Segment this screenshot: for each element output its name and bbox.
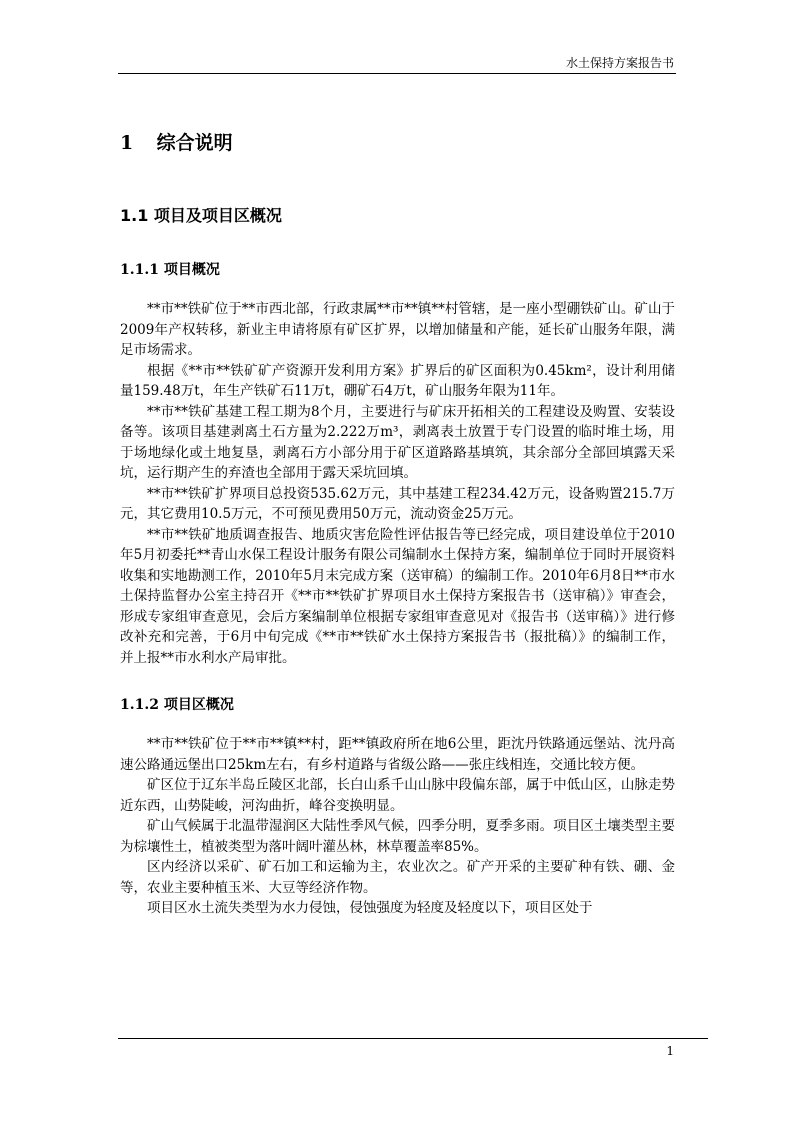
paragraph: **市**铁矿位于**市**镇**村，距**镇政府所在地6公里，距沈丹铁路通远堡站、沈丹高速公路通远堡出口25km左右，有乡村道路与省级公路——张庄线相连，交通比较方便。 — [120, 736, 675, 773]
paragraph: **市**铁矿扩界项目总投资535.62万元，其中基建工程234.42万元，设备购置215.7万元，其它费用10.5万元，不可预见费用50万元，流动资金25万元。 — [120, 485, 675, 522]
page-number: 1 — [666, 1044, 674, 1058]
paragraph: **市**铁矿位于**市西北部，行政隶属**市**镇**村管辖，是一座小型硼铁矿山。矿山于2009年产权转移，新业主申请将原有矿区扩界，以增加储量和产能，延长矿山服务年限，满足市场需求。 — [120, 301, 675, 358]
subsection-heading-1 — [120, 259, 675, 279]
paragraph: 矿区位于辽东半岛丘陵区北部，长白山系千山山脉中段偏东部，属于中低山区，山脉走势近东西，山势陡峻，河沟曲折，峰谷变换明显。 — [120, 777, 675, 814]
paragraph: 根据《**市**铁矿矿产资源开发利用方案》扩界后的矿区面积为0.45km²，设计利用储量159.48万t，年生产铁矿石11万t，硼矿石4万t，矿山服务年限为11年。 — [120, 362, 675, 399]
paragraph: **市**铁矿地质调查报告、地质灾害危险性评估报告等已经完成，项目建设单位于2010年5月初委托**青山水保工程设计服务有限公司编制水土保持方案，编制单位于同时开展资料收集和实地勘测工作，2010年5月末完成方案（送审稿）的编制工作。2010年6月8日**市水土保持监督办公室主持召开《**市**铁矿扩界项目水土保持方案报告书（送审稿）》审查会，形成专家组审查意见，会后方案编制单位根据专家组审查意见对《报告书（送审稿）》进行修改补充和完善，于6月中旬完成《**市**铁矿水土保持方案报告书（报批稿）》的编制工作，并上报**市水利水产局审批。 — [120, 526, 675, 666]
subsection-title: 项目区概况 — [163, 697, 234, 713]
subsection-heading-2 — [120, 694, 675, 714]
section-title: 项目及项目区概况 — [153, 206, 282, 225]
subsection-number: 1.1.1 — [120, 262, 159, 278]
paragraph: **市**铁矿基建工程工期为8个月，主要进行与矿床开拓相关的工程建设及购置、安装设备等。该项目基建剥离土石方量为2.222万m³，剥离表土放置于专门设置的临时堆土场，用于场地绿化或土地复垦，剥离石方小部分用于矿区道路路基填筑，其余部分全部回填露天采坑，运行期产生的弃渣也全部用于露天采坑回填。 — [120, 403, 675, 481]
footer-divider — [118, 1038, 708, 1039]
subsection-number: 1.1.2 — [120, 697, 159, 713]
running-header: 水土保持方案报告书 — [565, 56, 674, 70]
section-number: 1.1 — [120, 206, 149, 225]
paragraph: 矿山气候属于北温带湿润区大陆性季风气候，四季分明，夏季多雨。项目区土壤类型主要为棕壤性土，植被类型为落叶阔叶灌丛林，林草覆盖率85%。 — [120, 818, 675, 855]
header-divider — [118, 73, 676, 74]
chapter-number: 1 — [120, 132, 134, 154]
chapter-heading — [120, 128, 675, 155]
chapter-title: 综合说明 — [156, 132, 233, 154]
page-content — [120, 128, 675, 919]
section-heading — [120, 203, 675, 226]
subsection-title: 项目概况 — [163, 262, 220, 278]
paragraph: 项目区水土流失类型为水力侵蚀，侵蚀强度为轻度及轻度以下，项目区处于 — [147, 900, 593, 916]
paragraph: 区内经济以采矿、矿石加工和运输为主，农业次之。矿产开采的主要矿种有铁、硼、金等，农业主要种植玉米、大豆等经济作物。 — [120, 859, 675, 896]
